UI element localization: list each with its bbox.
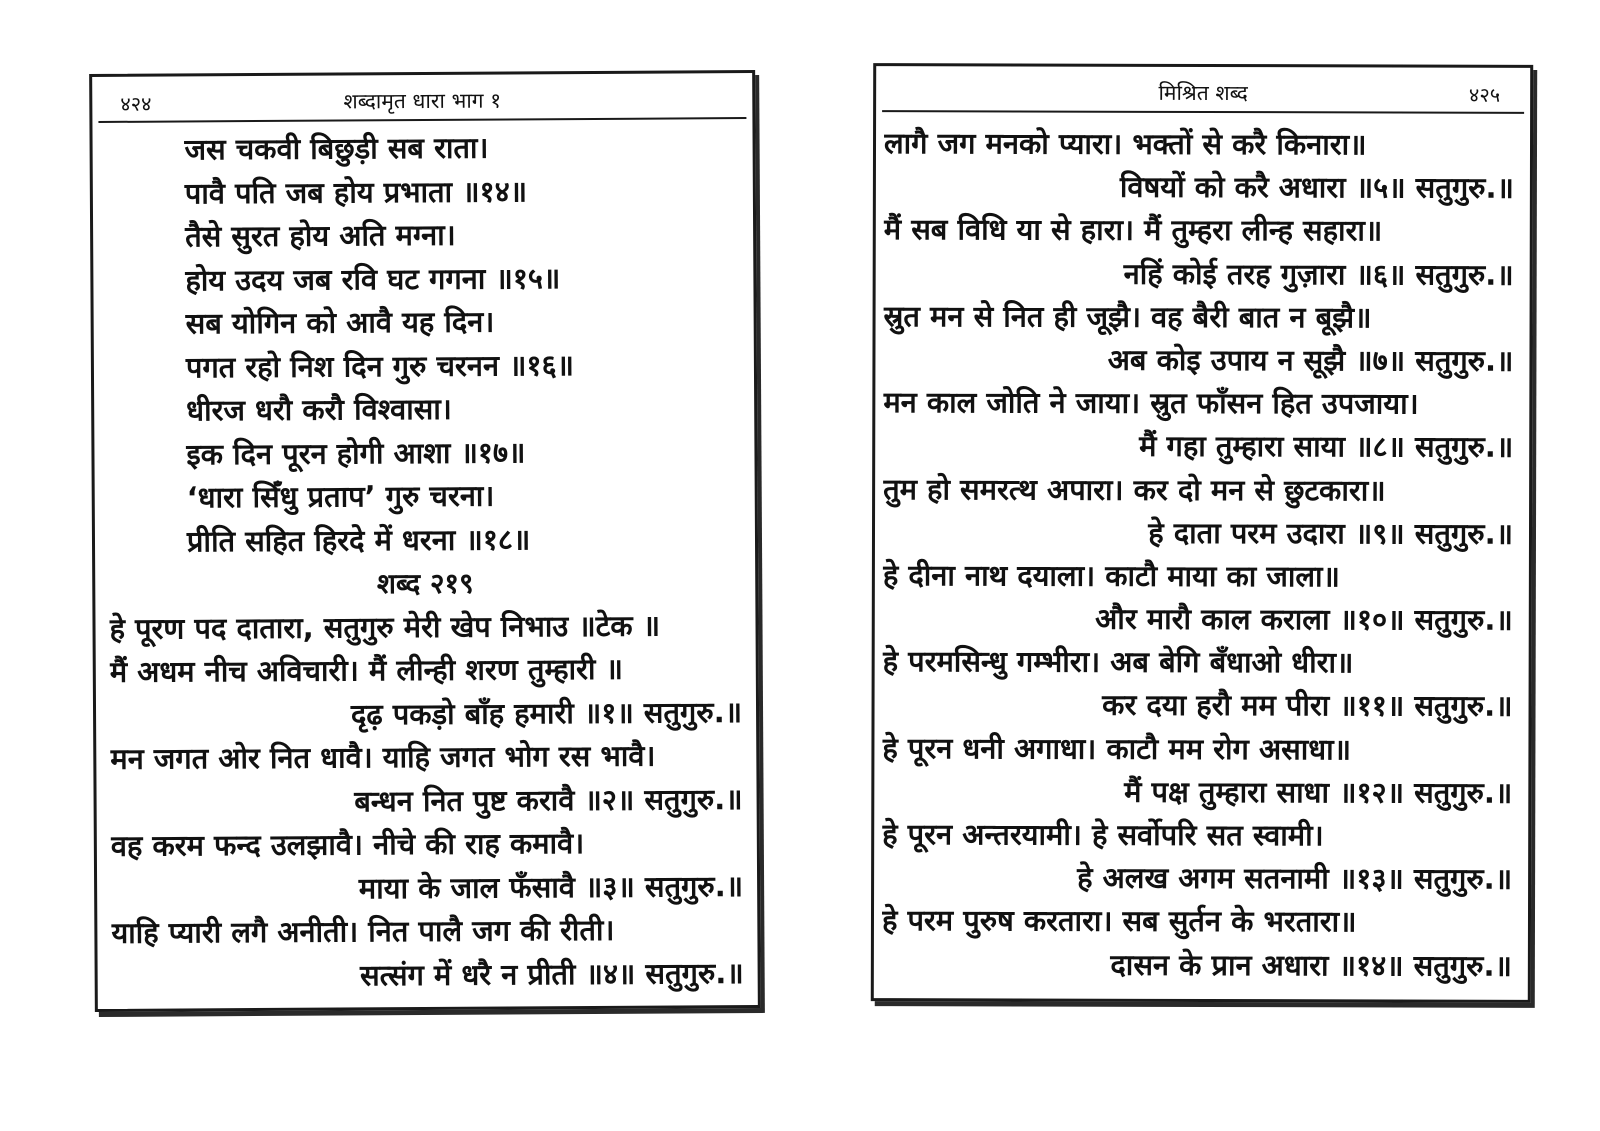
verse-line: हे अलख अगम सतनामी ॥१३॥ सतुगुरु.॥ [1077,860,1513,897]
verse-line: दासन के प्रान अधारा ॥१४॥ सतुगुरु.॥ [1110,947,1512,983]
verse-line: लागै जग मनको प्यारा। भक्तों से करै किनारा॥ [883,126,1367,162]
left-page-number: ४२४ [120,91,152,116]
verse-line: पगत रहो निश दिन गुरु चरनन ॥१६॥ [185,347,575,384]
verse-line: अब कोइ उपाय न सूझै ॥७॥ सतुगुरु.॥ [1107,342,1514,378]
verse-line: नहिं कोई तरह गुज़ारा ॥६॥ सतुगुरु.॥ [1123,256,1514,292]
verse-line: हे दाता परम उदारा ॥९॥ सतुगुरु.॥ [1148,515,1514,551]
right-page-body [874,112,1530,987]
left-page-body [92,119,757,999]
verse-line: विषयों को करै अधारा ॥५॥ सतुगुरु.॥ [1119,169,1514,206]
verse-line: धीरज धरौ करौ विश्वासा। [186,391,452,428]
left-page [89,70,761,1012]
verse-line: और मारौ काल कराला ॥१०॥ सतुगुरु.॥ [1095,601,1513,637]
verse-line: माया के जाल फँसावै ॥३॥ सतुगुरु.॥ [358,868,744,905]
verse-line: बन्धन नित पुष्ट करावै ॥२॥ सतुगुरु.॥ [354,781,743,818]
verse-line: हे परम पुरुष करतारा। सब सुर्तन के भरतारा॥ [881,903,1357,939]
left-page-title: शब्दामृत धारा भाग १ [343,88,502,114]
verse-line: मैं अधम नीच अविचारी। मैं लीन्ही शरण तुम्हारी ॥ [109,651,624,689]
verse-line: हे पूरन धनी अगाधा। काटौ मम रोग असाधा॥ [882,730,1352,767]
verse-line: स्रुत मन से नित ही जूझै। वह बैरी बात न बूझै॥ [883,298,1372,335]
verse-line: मैं सब विधि या से हारा। मैं तुम्हरा लीन्ह सहारा॥ [883,212,1383,248]
verse-line: मैं पक्ष तुम्हारा साधा ॥१२॥ सतुगुरु.॥ [1124,774,1513,810]
right-page-title: मिश्रित शब्द [1158,80,1248,106]
verse-line: मन जगत ओर नित धावै। याहि जगत भोग रस भावै। [110,738,656,776]
verse-line: जस चकवी बिछुड़ी सब राता। [184,130,489,167]
verse-line: हे पूरन अन्तरयामी। हे सर्वोपरि सत स्वामी। [882,817,1324,853]
verse-line: मैं गहा तुम्हारा साया ॥८॥ सतुगुरु.॥ [1139,429,1514,465]
verse-line: कर दया हरौ मम पीरा ॥११॥ सतुगुरु.॥ [1102,688,1513,724]
verse-line: ‘धारा सिँधु प्रताप’ गुरु चरना। [186,478,495,515]
left-page-header [98,73,746,123]
verse-line: तैसे सुरत होय अति मग्ना। [185,217,456,254]
verse-line: याहि प्यारी लगै अनीती। नित पालै जग की रीती। [111,912,615,950]
right-page-number: ४२५ [1468,82,1501,107]
verse-line: तुम हो समरत्थ अपारा। कर दो मन से छुटकारा॥ [883,471,1386,507]
verse-line: हे पूरण पद दातारा, सतुगुरु मेरी खेप निभाउ ॥टेक ॥ [109,608,661,646]
verse-line: वह करम फन्द उलझावै। नीचे की राह कमावै। [110,826,585,863]
shabd-heading: शब्द २१९ [376,566,474,601]
verse-line: मन काल जोति ने जाया। स्रुत फाँसन हित उपजाया। [883,385,1419,421]
verse-line: सत्संग में धरै न प्रीती ॥४॥ सतुगुरु.॥ [359,955,744,992]
verse-line: दृढ़ पकड़ो बाँह हमारी ॥१॥ सतुगुरु.॥ [350,694,743,731]
right-page [871,63,1533,1003]
verse-line: हे परमसिन्धु गम्भीरा। अब बेगि बँधाओ धीरा॥ [882,644,1354,680]
verse-line: प्रीति सहित हिरदे में धरना ॥१८॥ [186,521,531,558]
right-page-header [882,66,1524,114]
verse-line: इक दिन पूरन होगी आशा ॥१७॥ [186,434,526,471]
verse-line: सब योगिन को आवै यह दिन। [185,304,495,341]
verse-line: हे दीना नाथ दयाला। काटौ माया का जाला॥ [882,558,1341,594]
verse-line: होय उदय जब रवि घट गगना ॥१५॥ [185,260,561,297]
verse-line: पावै पति जब होय प्रभाता ॥१४॥ [184,173,528,210]
